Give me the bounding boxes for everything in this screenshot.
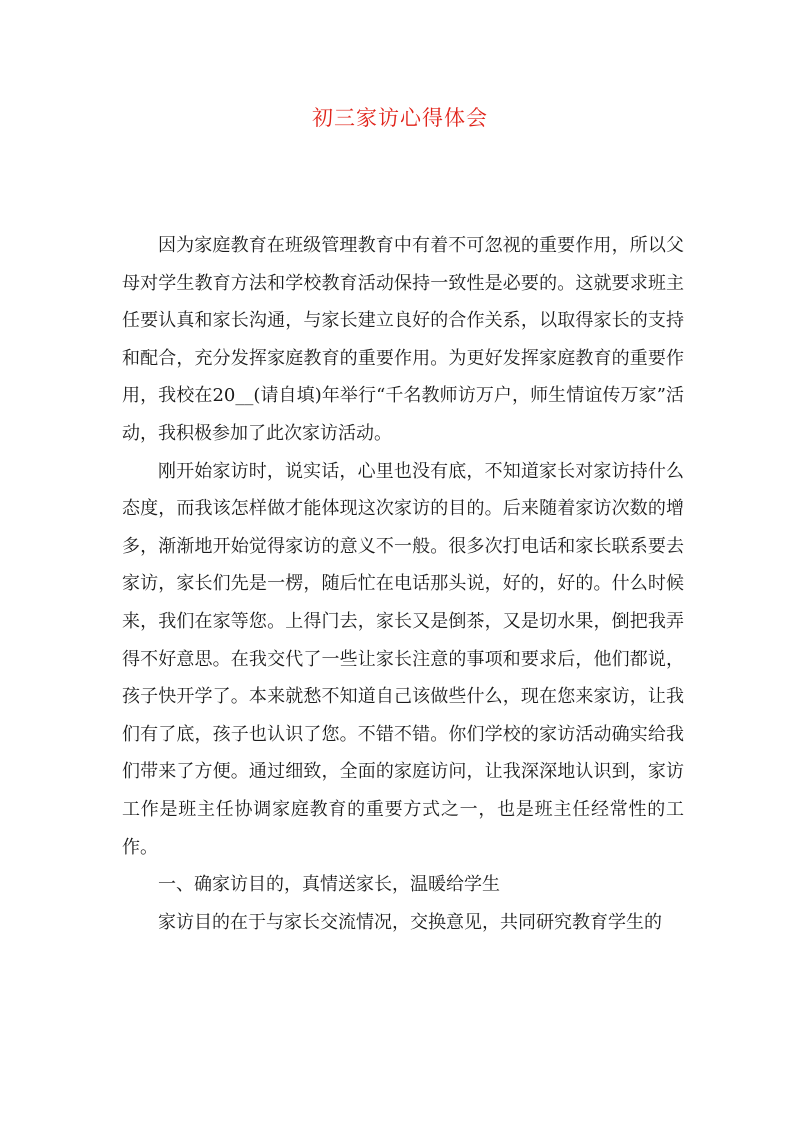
paragraph-experience: 刚开始家访时，说实话，心里也没有底，不知道家长对家访持什么态度，而我该怎样做才能体现这次家访的目的。后来随着家访次数的增多，渐渐地开始觉得家访的意义不一般。很多次打电话和家长联系要去家访，家长们先是一楞，随后忙在电话那头说，好的，好的。什么时候来，我们在家等您。上得门去，家长又是倒茶，又是切水果，倒把我弄得不好意思。在我交代了一些让家长注意的事项和要求后，他们都说，孩子快开学了。本来就愁不知道自己该做些什么，现在您来家访，让我们有了底，孩子也认识了您。不错不错。你们学校的家访活动确实给我们带来了方便。通过细致，全面的家庭访问，让我深深地认识到，家访工作是班主任协调家庭教育的重要方式之一，也是班主任经常性的工作。 <box>122 460 684 858</box>
document-body <box>122 227 684 941</box>
document-title: 初三家访心得体会 <box>312 106 488 130</box>
section-heading-1: 一、确家访目的，真情送家长，温暖给学生 <box>158 874 500 896</box>
paragraph-intro: 因为家庭教育在班级管理教育中有着不可忽视的重要作用，所以父母对学生教育方法和学校教育活动保持一致性是必要的。这就要求班主任要认真和家长沟通，与家长建立良好的合作关系，以取得家长的支持和配合，充分发挥家庭教育的重要作用。为更好发挥家庭教育的重要作用，我校在20__(请自填)年举行“千名教师访万户，师生情谊传万家”活动，我积极参加了此次家访活动。 <box>122 235 684 444</box>
paragraph-purpose: 家访目的在于与家长交流情况，交换意见，共同研究教育学生的 <box>158 911 662 933</box>
